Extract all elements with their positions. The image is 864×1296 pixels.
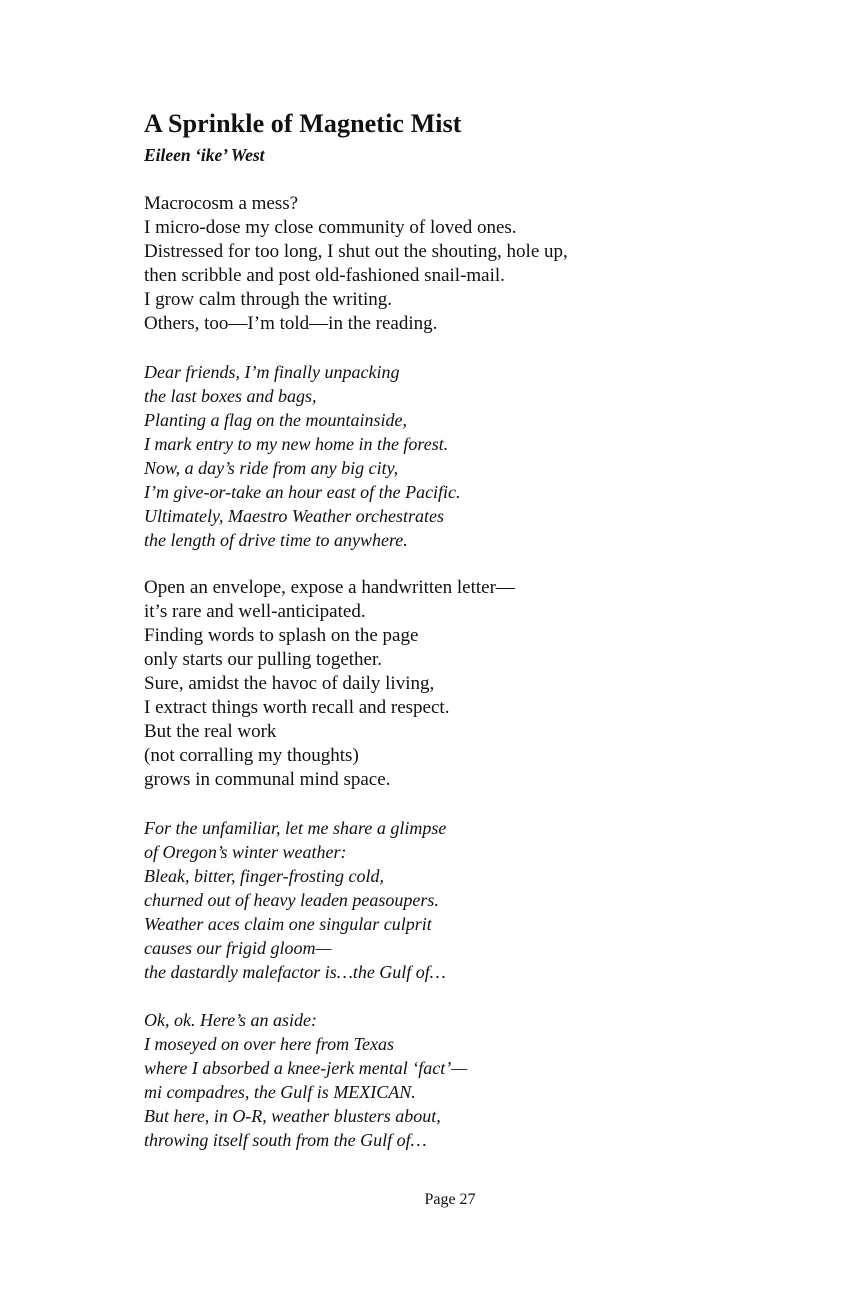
poem-line: of Oregon’s winter weather: <box>144 842 347 862</box>
poem-page <box>144 106 764 1176</box>
poem-line: I mark entry to my new home in the forest. <box>144 434 449 454</box>
poem-line: Distressed for too long, I shut out the shouting, hole up, <box>144 241 568 262</box>
poem-line: only starts our pulling together. <box>144 649 383 670</box>
stanza <box>144 576 764 792</box>
poem-line: Planting a flag on the mountainside, <box>144 410 407 430</box>
poem-title: A Sprinkle of Magnetic Mist <box>144 109 462 138</box>
poem-line: throwing itself south from the Gulf of… <box>144 1130 427 1150</box>
poem-line: Finding words to splash on the page <box>144 625 419 646</box>
poem-line: Sure, amidst the havoc of daily living, <box>144 673 435 694</box>
poem-line: it’s rare and well-anticipated. <box>144 601 366 622</box>
poem-line: Dear friends, I’m finally unpacking <box>144 362 400 382</box>
poem-line: Others, too—I’m told—in the reading. <box>144 313 438 334</box>
stanza <box>144 192 764 336</box>
poem-line: where I absorbed a knee-jerk mental ‘fact’— <box>144 1058 468 1078</box>
poem-line: I grow calm through the writing. <box>144 289 393 310</box>
poem-line: But here, in O-R, weather blusters about, <box>144 1106 441 1126</box>
poem-line: the last boxes and bags, <box>144 386 317 406</box>
poem-line: mi compadres, the Gulf is MEXICAN. <box>144 1082 416 1102</box>
stanza <box>144 816 764 984</box>
poem-line: then scribble and post old-fashioned snail-mail. <box>144 265 505 286</box>
poem-line: churned out of heavy leaden peasoupers. <box>144 890 439 910</box>
poem-line: the length of drive time to anywhere. <box>144 530 408 550</box>
poem-author: Eileen ‘ike’ West <box>144 145 265 165</box>
poem-line: (not corralling my thoughts) <box>144 745 359 766</box>
poem-line: Bleak, bitter, finger-frosting cold, <box>144 866 384 886</box>
poem-line: I’m give-or-take an hour east of the Pacific. <box>144 482 461 502</box>
poem-line: the dastardly malefactor is…the Gulf of… <box>144 962 446 982</box>
poem-line: Now, a day’s ride from any big city, <box>144 458 399 478</box>
stanza <box>144 1008 764 1152</box>
poem-line: Weather aces claim one singular culprit <box>144 914 432 934</box>
poem-line: I extract things worth recall and respect. <box>144 697 450 718</box>
poem-line: Ok, ok. Here’s an aside: <box>144 1010 317 1030</box>
poem-line: I micro-dose my close community of loved ones. <box>144 217 517 238</box>
poem-line: grows in communal mind space. <box>144 769 391 790</box>
poem-line: For the unfamiliar, let me share a glimpse <box>144 818 447 838</box>
poem-line: Open an envelope, expose a handwritten letter— <box>144 577 515 598</box>
poem-line: Macrocosm a mess? <box>144 193 299 214</box>
poem-body <box>144 192 764 1152</box>
poem-line: causes our frigid gloom— <box>144 938 332 958</box>
poem-line: But the real work <box>144 721 277 742</box>
poem-line: Ultimately, Maestro Weather orchestrates <box>144 506 444 526</box>
page-number: Page 27 <box>424 1191 476 1208</box>
stanza <box>144 360 764 552</box>
poem-line: I moseyed on over here from Texas <box>144 1034 394 1054</box>
